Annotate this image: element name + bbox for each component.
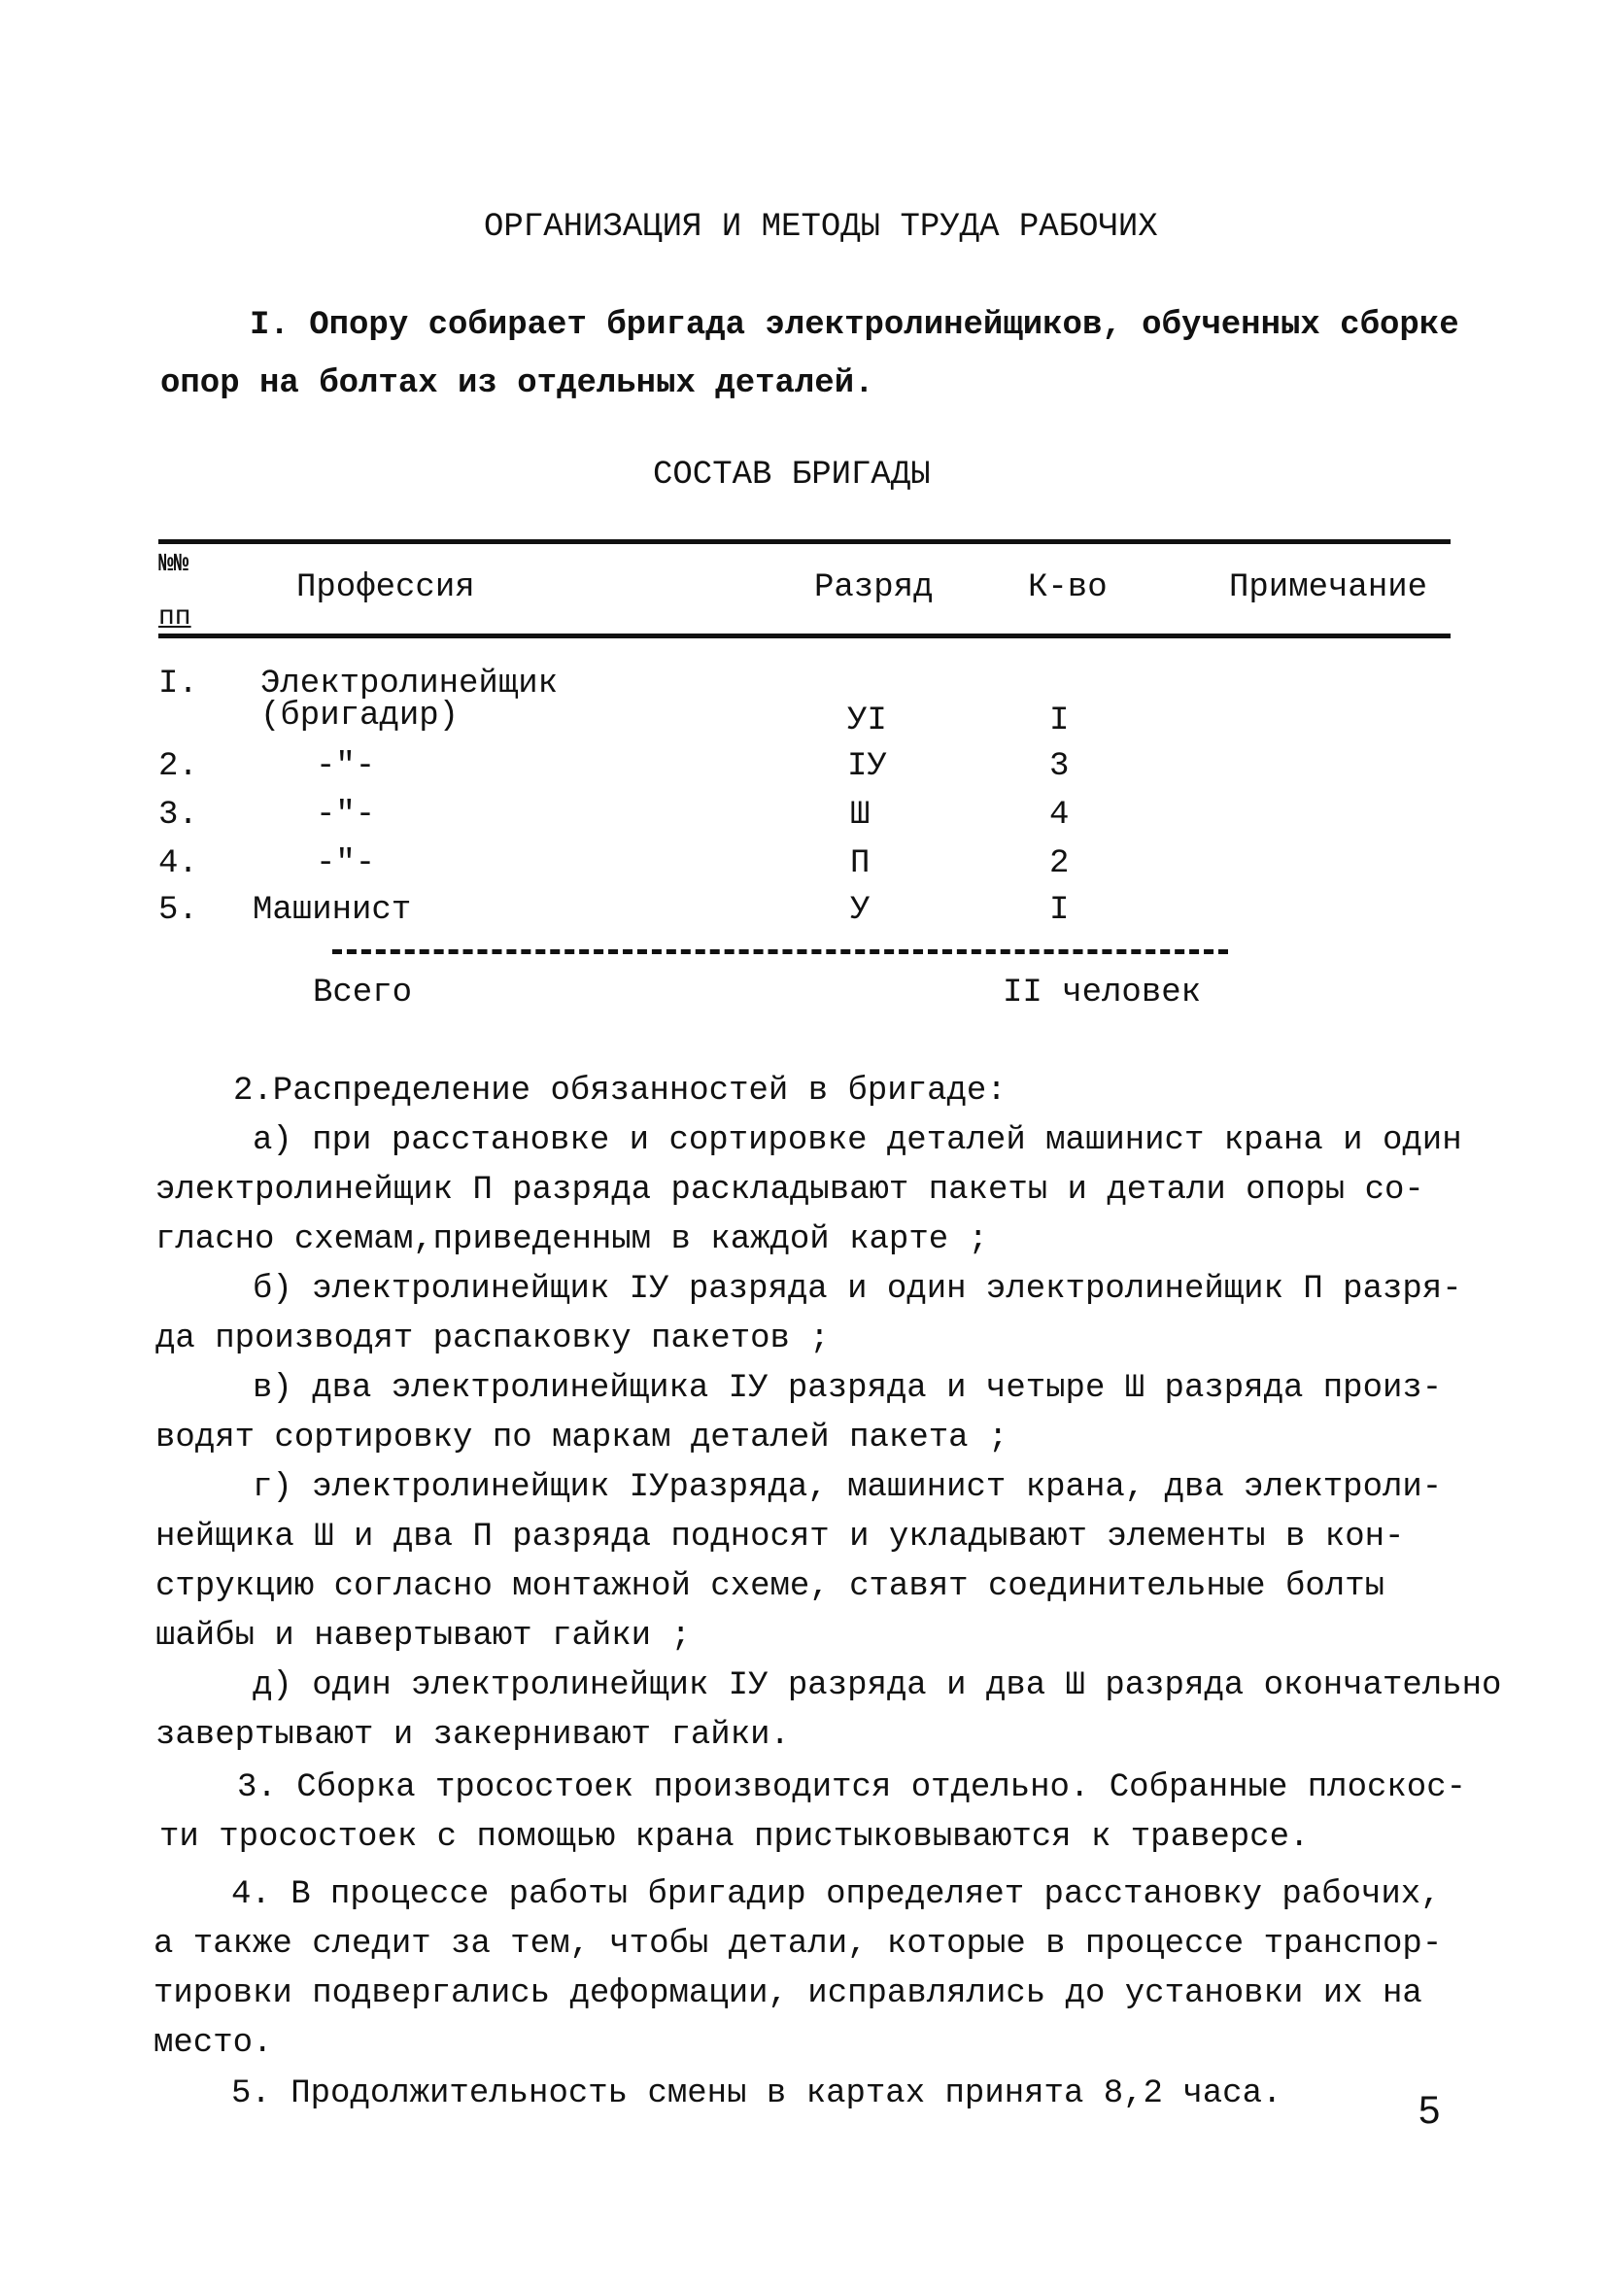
total-label: Всего (313, 975, 413, 1011)
row-1-count: I (1049, 703, 1070, 739)
paragraph-4-line-3: тировки подвергались деформации, исправлялись до установки их на (154, 1975, 1422, 2012)
row-2-num: 2. (158, 748, 198, 785)
duty-line: б) электролинейщик IУ разряда и один электролинейщик П разря- (253, 1271, 1462, 1308)
row-1-profession-note: (бригадир) (260, 698, 460, 735)
row-5-profession: Машинист (253, 892, 412, 929)
duty-line: струкцию согласно монтажной схеме, ставят соединительные болты (155, 1568, 1385, 1605)
duty-line: д) один электролинейщик IУ разряда и два Ш разряда окончательно (253, 1667, 1502, 1704)
row-4-count: 2 (1049, 845, 1070, 882)
paragraph-4-line-4: место. (154, 2025, 273, 2062)
paragraph-1 (160, 296, 1459, 413)
header-num-top: №№ (158, 549, 189, 578)
paragraph-4-line-2: а также следит за тем, чтобы детали, которые в процессе транспор- (154, 1926, 1443, 1963)
row-5-count: I (1049, 892, 1070, 929)
paragraph-4 (154, 1870, 1442, 2069)
duty-line: завертывают и закернивают гайки. (155, 1717, 790, 1754)
row-2-grade: IУ (847, 748, 887, 785)
duty-line: в) два электролинейщика IУ разряда и четыре Ш разряда произ- (253, 1370, 1443, 1407)
paragraph-3 (154, 1764, 1466, 1863)
duty-line: электролинейщик П разряда раскладывают пакеты и детали опоры со- (155, 1172, 1424, 1209)
duty-line: гласно схемам,приведенным в каждой карте ; (155, 1221, 988, 1258)
table-total-rule (332, 949, 1228, 954)
page-title: ОРГАНИЗАЦИЯ И МЕТОДЫ ТРУДА РАБОЧИХ (484, 209, 1158, 246)
row-3-profession: -"- (316, 797, 376, 834)
duty-line: да производят распаковку пакетов ; (155, 1320, 830, 1357)
duties-heading: 2.Распределение обязанностей в бригаде: (233, 1073, 1007, 1110)
paragraph-5: 5. Продолжительность смены в картах принята 8,2 часа. (231, 2075, 1282, 2112)
header-num-bottom: пп (158, 602, 191, 633)
header-profession: Профессия (296, 569, 475, 606)
paragraph-1-line-1: I. Опору собирает бригада электролинейщиков, обученных сборке (250, 307, 1459, 344)
table-top-rule (158, 539, 1451, 544)
row-1-num: I. (158, 666, 198, 703)
crew-table-title: СОСТАВ БРИГАДЫ (653, 457, 931, 494)
duty-line: водят сортировку по маркам деталей пакета ; (155, 1420, 1008, 1456)
row-3-grade: Ш (850, 797, 871, 834)
duty-line: а) при расстановке и сортировке деталей машинист крана и один (253, 1122, 1462, 1159)
row-3-num: 3. (158, 797, 198, 834)
row-3-count: 4 (1049, 797, 1070, 834)
duty-line: шайбы и навертывают гайки ; (155, 1618, 691, 1655)
header-grade: Разряд (814, 569, 934, 606)
row-4-profession: -"- (316, 845, 376, 882)
row-2-count: 3 (1049, 748, 1070, 785)
total-value: II человек (1003, 975, 1202, 1011)
header-note: Примечание (1229, 569, 1428, 606)
paragraph-1-line-2: опор на болтах из отдельных деталей. (160, 365, 874, 402)
table-header-rule (158, 634, 1451, 638)
duty-line: г) электролинейщик IУразряда, машинист крана, два электроли- (253, 1469, 1443, 1506)
duties-section (155, 1067, 1501, 1761)
paragraph-3-line-1: 3. Сборка тросостоек производится отдельно. Собранные плоскос- (237, 1769, 1467, 1806)
row-1-profession: Электролинейщик (260, 666, 559, 703)
page-number: 5 (1418, 2089, 1441, 2132)
header-count: К-во (1028, 569, 1108, 606)
row-2-profession: -"- (316, 748, 376, 785)
row-4-grade: П (850, 845, 871, 882)
paragraph-3-line-2: ти тросостоек с помощью крана пристыковываются к траверсе. (159, 1819, 1310, 1856)
row-4-num: 4. (158, 845, 198, 882)
paragraph-4-line-1: 4. В процессе работы бригадир определяет расстановку рабочих, (231, 1876, 1441, 1913)
row-5-num: 5. (158, 892, 198, 929)
duty-line: нейщика Ш и два П разряда подносят и укладывают элементы в кон- (155, 1519, 1405, 1556)
row-5-grade: У (850, 892, 871, 929)
row-1-grade: УI (847, 703, 887, 739)
